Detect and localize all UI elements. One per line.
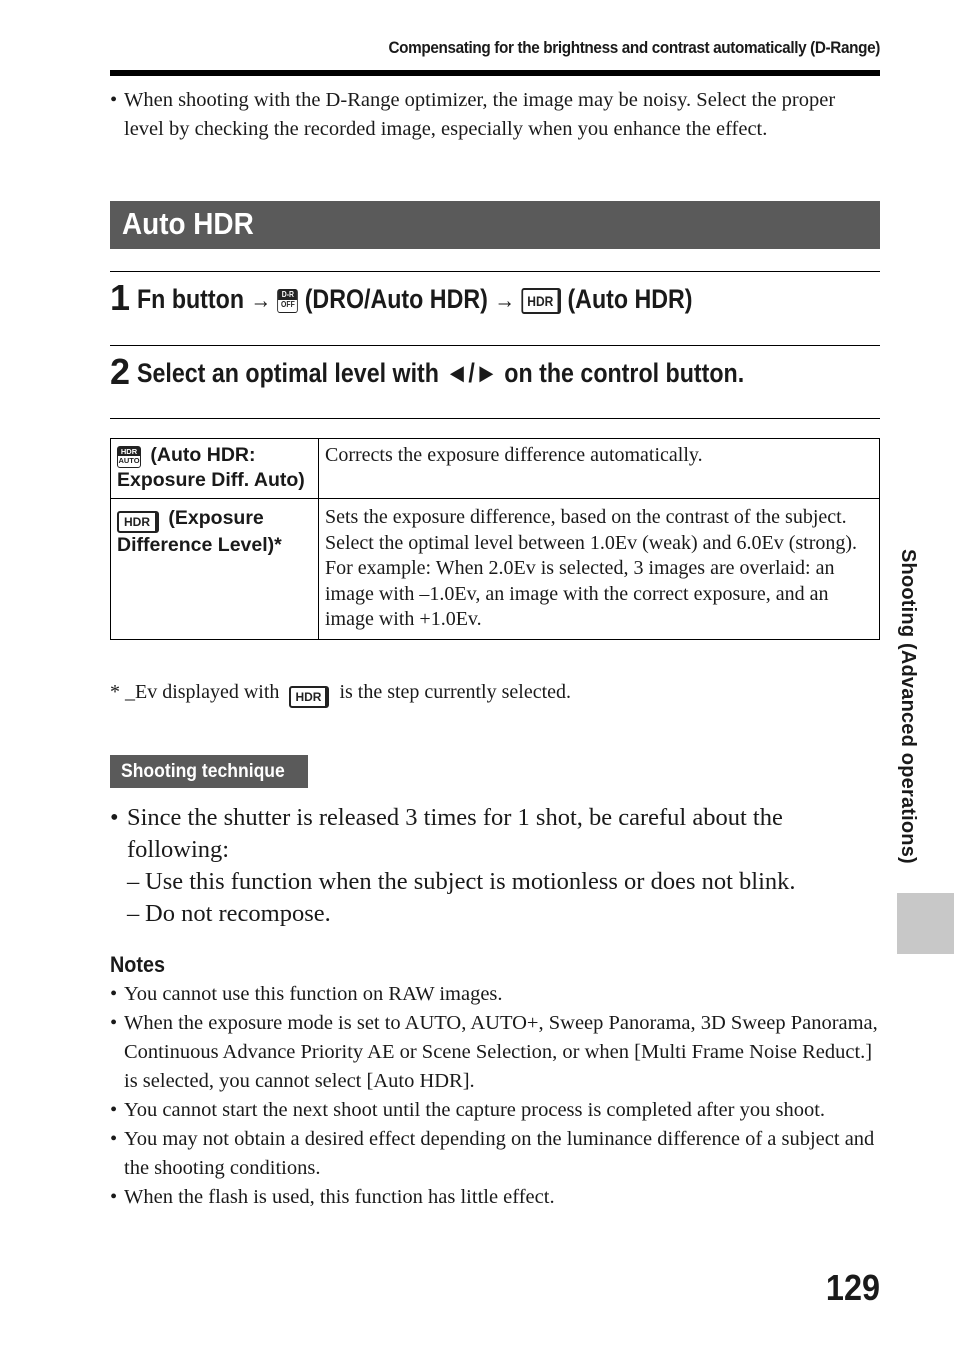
description-line: Corrects the exposure difference automatically. (325, 444, 703, 466)
technique-subitem (110, 866, 880, 898)
description-line: Sets the exposure difference, based on the contrast of the subject. Select the optimal level between 1.0Ev (weak) and 6.0Ev (strong). (325, 506, 858, 554)
technique-subitem-text: Use this function when the subject is motionless or does not blink. (145, 868, 796, 895)
hdr-level-icon (289, 686, 329, 708)
dro-icon-top: D-R (278, 290, 297, 300)
hdr-level-icon (117, 511, 159, 533)
note-item (110, 980, 880, 1009)
left-right-arrows-icon: ◄/► (445, 358, 498, 388)
step-2-text-before: Select an optimal level with (137, 358, 439, 388)
technique-subitem (110, 898, 880, 930)
table-cell-description (319, 499, 880, 640)
step-2-rule (110, 345, 880, 346)
hdr-icon-text: HDR (295, 690, 322, 704)
step-2-number: 2 (110, 351, 131, 392)
side-tab-block (897, 893, 954, 954)
note-text: When the flash is used, this function has little effect. (124, 1186, 555, 1208)
note-item (110, 1125, 880, 1183)
dash-marker: – (127, 868, 140, 895)
step-1-rule (110, 271, 880, 272)
dro-icon-bottom: OFF (281, 299, 295, 309)
bullet-dot: • (110, 1012, 118, 1034)
table-row (111, 499, 880, 640)
footnote-after: is the step currently selected. (339, 681, 572, 703)
bullet-dot: • (110, 1186, 118, 1208)
note-text: When the exposure mode is set to AUTO, AUTO+, Sweep Panorama, 3D Sweep Panorama, Continuous Advance Priority AE or Scene Selection, or when [Multi Frame Noise Reduct.] is selected, you cannot select [Auto HDR]. (124, 1012, 878, 1092)
step-1-instruction (137, 283, 693, 317)
dro-off-icon (278, 289, 299, 313)
note-text: You may not obtain a desired effect depending on the luminance difference of a subject and the shooting conditions. (124, 1128, 875, 1179)
step-2-text-after: on the control button. (504, 358, 745, 388)
technique-label: Shooting technique (121, 760, 285, 782)
side-tab-label: Shooting (Advanced operations) (897, 549, 919, 864)
description-line: For example: When 2.0Ev is selected, 3 images are overlaid: an image with –1.0Ev, an image with the correct exposure, and an image with +1.0Ev. (325, 557, 835, 630)
notes-heading: Notes (110, 952, 166, 977)
parameter-table (110, 438, 880, 640)
table-cell-option (111, 499, 319, 640)
bullet-dot: • (110, 1128, 118, 1150)
step-2-instruction (137, 357, 744, 389)
hdr-auto-icon-top: HDR (118, 447, 140, 456)
hdr-icon-text: HDR (124, 515, 150, 529)
hdr-auto-icon-bottom: AUTO (118, 456, 140, 465)
footnote (110, 678, 571, 708)
note-item (110, 1183, 880, 1212)
running-header: Compensating for the brightness and contrast automatically (D-Range) (388, 38, 880, 57)
technique-bullet (110, 802, 880, 866)
page-number: 129 (825, 1267, 880, 1308)
section-title: Auto HDR (122, 206, 254, 241)
dash-marker: – (127, 900, 140, 927)
header-rule (110, 70, 880, 76)
steps-bottom-rule (110, 418, 880, 419)
technique-bullet-text: Since the shutter is released 3 times for 1 shot, be careful about the following: (127, 804, 783, 863)
step-1-auto-hdr-label: (Auto HDR) (567, 284, 693, 314)
footnote-before: * _Ev displayed with (110, 681, 280, 703)
step-1-number: 1 (110, 277, 131, 318)
intro-bullet-item (110, 86, 880, 144)
arrow-icon: → (250, 287, 272, 314)
bullet-dot: • (110, 89, 118, 111)
note-text: You cannot use this function on RAW images. (124, 983, 503, 1005)
note-item (110, 1096, 880, 1125)
note-item (110, 1009, 880, 1096)
step-1-fn-button: Fn button (137, 284, 245, 314)
hdr-auto-icon (117, 446, 141, 468)
bullet-dot: • (110, 1099, 118, 1121)
table-cell-description (319, 439, 880, 499)
bullet-dot: • (110, 983, 118, 1005)
intro-bullets (110, 86, 880, 144)
note-text: You cannot start the next shoot until the capture process is completed after you shoot. (124, 1099, 826, 1121)
technique-subitem-text: Do not recompose. (145, 900, 331, 927)
hdr-icon-text: HDR (527, 292, 554, 309)
option-label: (Exposure Difference Level)* (117, 507, 282, 556)
hdr-level-icon (521, 288, 561, 314)
table-cell-option (111, 439, 319, 499)
notes-list (110, 980, 880, 1212)
intro-bullet-text: When shooting with the D-Range optimizer, the image may be noisy. Select the proper level by checking the recorded image, especially when you enhance the effect. (124, 89, 836, 140)
table-row (111, 439, 880, 499)
bullet-dot: • (110, 804, 119, 831)
arrow-icon: → (494, 287, 515, 314)
option-label: (Auto HDR: Exposure Diff. Auto) (117, 444, 305, 491)
technique-list (110, 802, 880, 930)
step-1-dro-label: (DRO/Auto HDR) (304, 284, 488, 314)
